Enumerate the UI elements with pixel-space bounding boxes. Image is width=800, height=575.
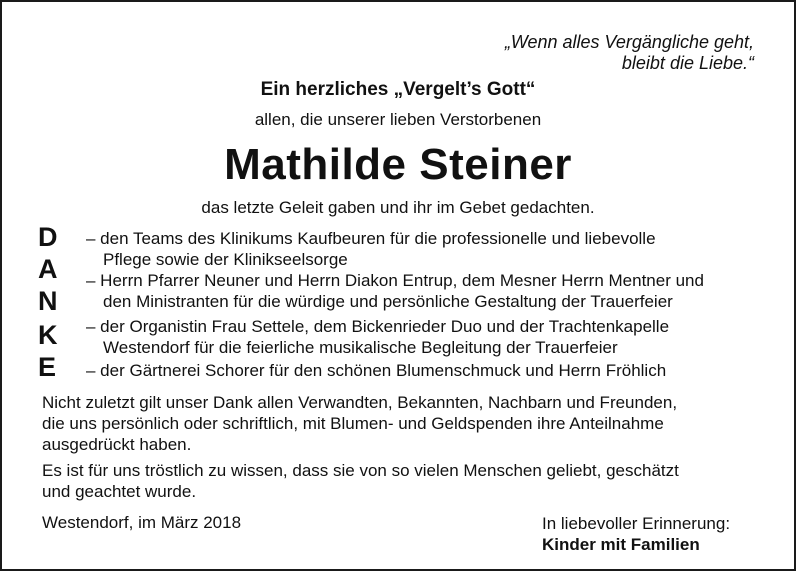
thanks-item-line: – der Gärtnerei Schorer für den schönen Blumenschmuck und Herrn Fröhlich (86, 361, 667, 380)
thanks-subline: allen, die unserer lieben Verstorbenen (254, 110, 542, 129)
paragraph-line: ausgedrückt haben. (42, 435, 192, 454)
thanks-item (86, 360, 764, 381)
epigraph-quote (505, 32, 754, 74)
thanks-item-line: – der Organistin Frau Settele, dem Bickenrieder Duo und der Trachtenkapelle (86, 317, 670, 336)
paragraph-line: Es ist für uns tröstlich zu wissen, dass sie von so vielen Menschen geliebt, geschätzt (42, 461, 679, 480)
danke-letter-a: A (38, 254, 58, 284)
signature-block (542, 513, 730, 555)
place-date: Westendorf, im März 2018 (42, 513, 242, 532)
quote-line-2: bleibt die Liebe.“ (621, 53, 754, 73)
signature-line: Kinder mit Familien (542, 535, 700, 554)
thanks-item (86, 228, 764, 270)
thanks-item-line: – Herrn Pfarrer Neuner und Herrn Diakon Entrup, dem Mesner Herrn Mentner und (86, 271, 704, 290)
paragraph-line: die uns persönlich oder schriftlich, mit Blumen- und Geldspenden ihre Anteilnahme (42, 414, 664, 433)
thanks-item (86, 270, 764, 312)
thanks-item (86, 316, 764, 358)
after-name-line: das letzte Geleit gaben und ihr im Gebet gedachten. (201, 198, 595, 217)
thanks-item-line: Pflege sowie der Klinikseelsorge (103, 250, 348, 269)
danke-letter-k: K (38, 320, 58, 350)
gratitude-paragraph (42, 392, 764, 455)
comfort-paragraph (42, 460, 764, 502)
thanks-item-line: den Ministranten für die würdige und persönliche Gestaltung der Trauerfeier (103, 292, 673, 311)
paragraph-line: und geachtet wurde. (42, 482, 197, 501)
deceased-name: Mathilde Steiner (224, 140, 572, 189)
danke-letter-e: E (38, 352, 57, 382)
paragraph-line: Nicht zuletzt gilt unser Dank allen Verwandten, Bekannten, Nachbarn und Freunden, (42, 393, 678, 412)
thanks-item-line: Westendorf für die feierliche musikalische Begleitung der Trauerfeier (103, 338, 618, 357)
thanks-item-line: – den Teams des Klinikums Kaufbeuren für die professionelle und liebevolle (86, 229, 656, 248)
quote-line-1: „Wenn alles Vergängliche geht, (504, 32, 754, 52)
danke-letter-d: D (38, 222, 58, 252)
danke-letter-n: N (38, 286, 58, 316)
thanks-heading: Ein herzliches „Vergelt’s Gott“ (260, 79, 536, 100)
closing-line: In liebevoller Erinnerung: (542, 514, 731, 533)
